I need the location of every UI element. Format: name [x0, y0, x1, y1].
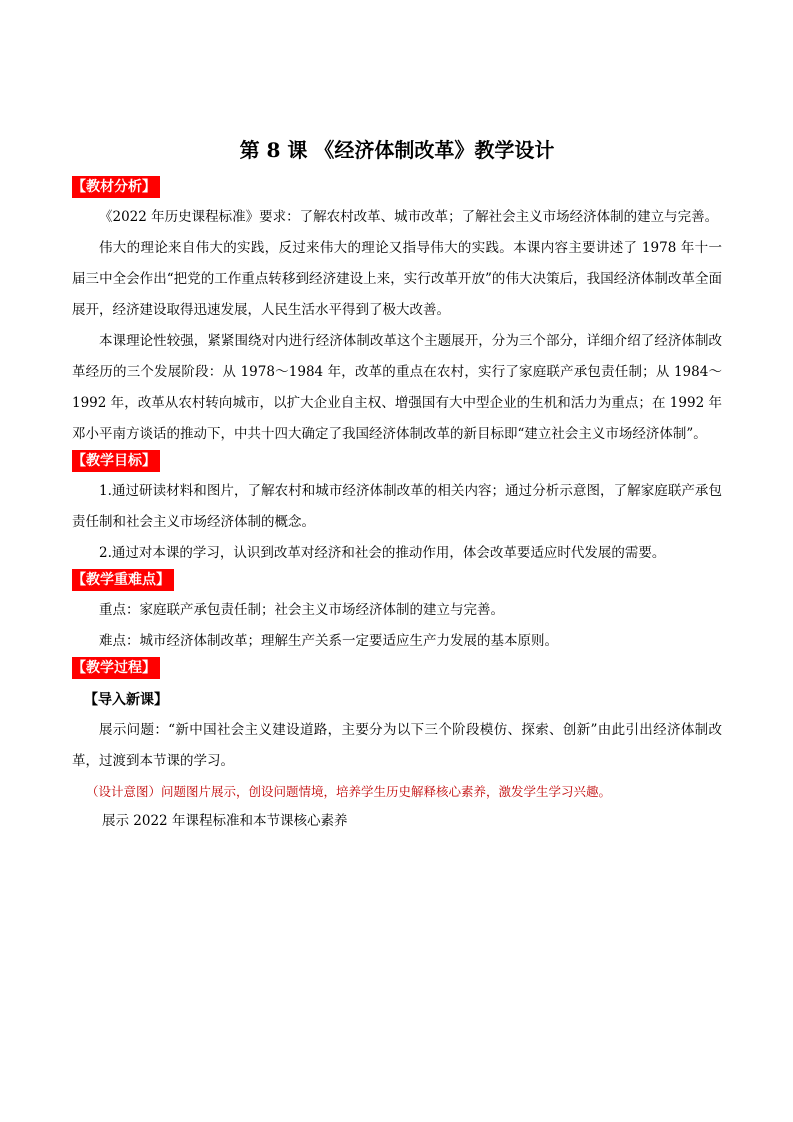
section-heading-process: 【教学过程】 — [72, 657, 160, 679]
goals-paragraph: 1.通过研读材料和图片，了解农村和城市经济体制改革的相关内容；通过分析示意图，了解家庭联产承包责任制和社会主义市场经济体制的概念。 — [72, 483, 722, 530]
goals-paragraph: 2.通过对本课的学习，认识到改革对经济和社会的推动作用，体会改革要适应时代发展的需要。 — [99, 545, 666, 561]
section-key-points — [72, 569, 722, 657]
key-points-paragraph: 重点：家庭联产承包责任制；社会主义市场经济体制的建立与完善。 — [99, 602, 504, 618]
analysis-paragraph: 《2022 年历史课程标准》要求：了解农村改革、城市改革；了解社会主义市场经济体制的建立与完善。 — [99, 209, 719, 225]
process-paragraph: 展示问题：“新中国社会主义建设道路，主要分为以下三个阶段模仿、探索、创新”由此引出经济体制改革，过渡到本节课的学习。 — [72, 722, 722, 769]
document-page — [72, 136, 722, 835]
section-heading-analysis: 【教材分析】 — [72, 176, 160, 198]
section-goals — [72, 450, 722, 569]
design-intent-note: （设计意图）问题图片展示，创设问题情境，培养学生历史解释核心素养，激发学生学习兴趣。 — [86, 784, 612, 799]
analysis-paragraph: 伟大的理论来自伟大的实践，反过来伟大的理论又指导伟大的实践。本课内容主要讲述了 1978 年十一届三中全会作出“把党的工作重点转移到经济建设上来，实行改革开放”的伟大决策后，我国经济体制改革全面展开，经济建设取得迅速发展，人民生活水平得到了极大改善。 — [72, 240, 722, 318]
section-process — [72, 657, 722, 835]
document-title: 第 8 课 《经济体制改革》教学设计 — [239, 138, 555, 162]
subheading-intro: 【导入新课】 — [84, 692, 168, 708]
process-last-line: 展示 2022 年课程标准和本节课核心素养 — [102, 813, 348, 829]
section-heading-key-points: 【教学重难点】 — [72, 569, 174, 591]
section-heading-goals: 【教学目标】 — [72, 450, 160, 472]
section-analysis — [72, 176, 722, 450]
key-points-paragraph: 难点：城市经济体制改革；理解生产关系一定要适应生产力发展的基本原则。 — [99, 633, 558, 649]
analysis-paragraph: 本课理论性较强，紧紧围绕对内进行经济体制改革这个主题展开，分为三个部分，详细介绍了经济体制改革经历的三个发展阶段：从 1978～1984 年，改革的重点在农村，实行了家庭联产承包责任制；从 1984～1992 年，改革从农村转向城市，以扩大企业自主权、增强国有大中型企业的生机和活力为重点；在 1992 年邓小平南方谈话的推动下，中共十四大确定了我国经济体制改革的新目标即“建立社会主义市场经济体制”。 — [72, 333, 722, 442]
